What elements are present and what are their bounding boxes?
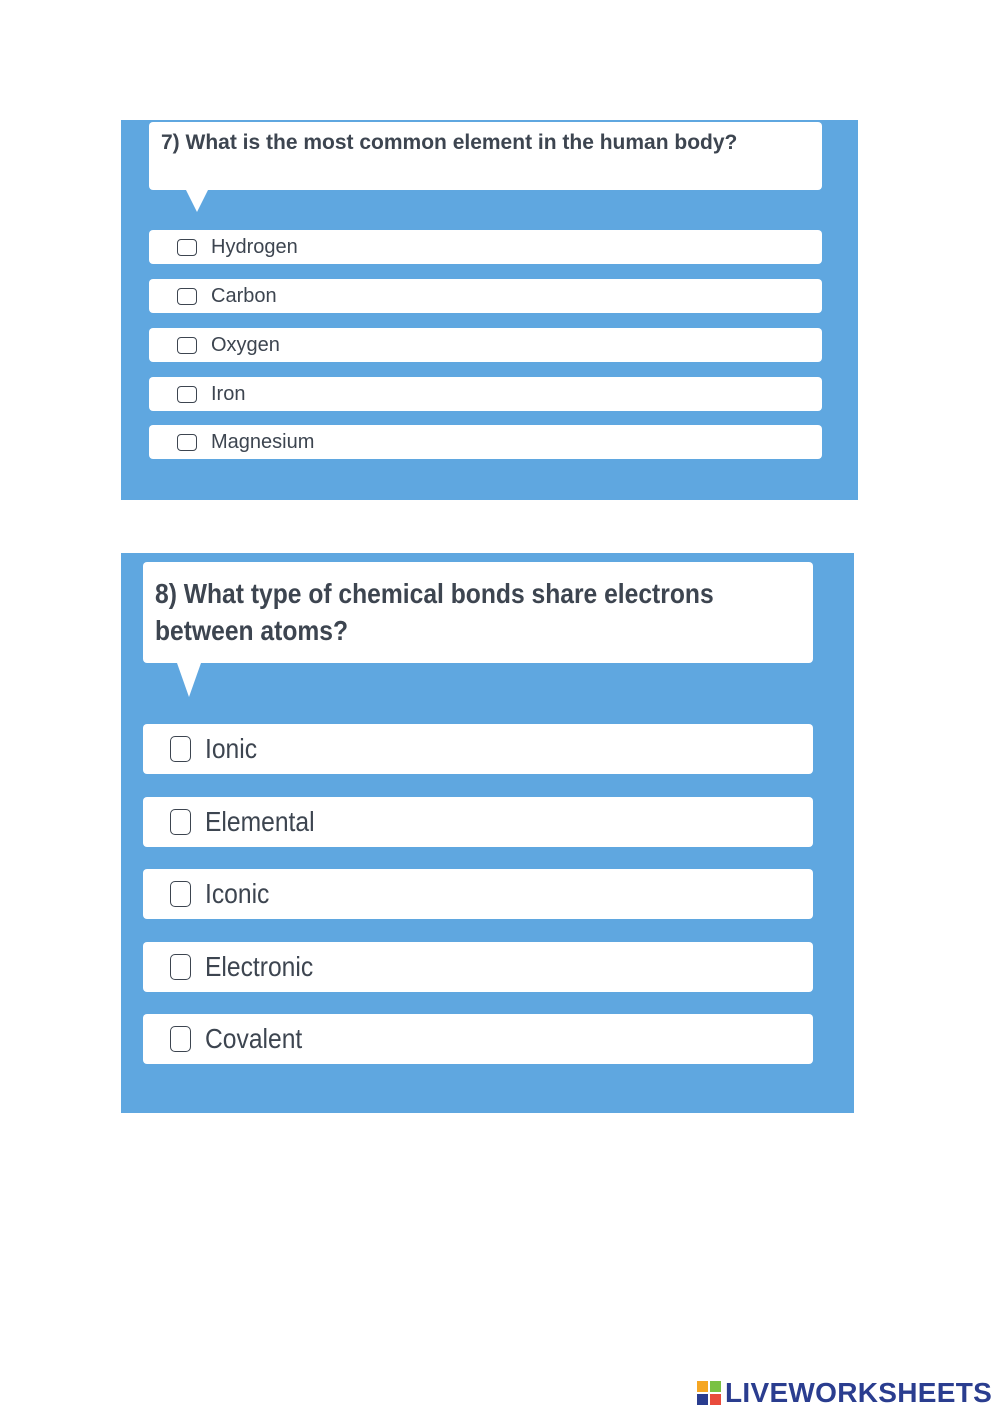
option-label: Hydrogen bbox=[211, 235, 298, 258]
option-elemental[interactable] bbox=[143, 797, 813, 847]
option-magnesium[interactable] bbox=[149, 425, 822, 459]
option-oxygen[interactable] bbox=[149, 328, 822, 362]
option-ionic[interactable] bbox=[143, 724, 813, 774]
option-carbon[interactable] bbox=[149, 279, 822, 313]
option-label: Magnesium bbox=[211, 430, 315, 453]
question-8-panel bbox=[121, 553, 854, 1113]
option-hydrogen[interactable] bbox=[149, 230, 822, 264]
logo-square-orange bbox=[697, 1381, 708, 1392]
option-label: Oxygen bbox=[211, 333, 280, 356]
speech-pointer bbox=[177, 663, 201, 697]
option-label: Elemental bbox=[205, 806, 315, 837]
option-label: Electronic bbox=[205, 951, 314, 982]
checkbox[interactable] bbox=[170, 1026, 191, 1052]
question-7-panel bbox=[121, 120, 858, 500]
checkbox[interactable] bbox=[170, 954, 191, 980]
option-covalent[interactable] bbox=[143, 1014, 813, 1064]
option-iron[interactable] bbox=[149, 377, 822, 411]
logo-text: LIVEWORKSHEETS bbox=[725, 1377, 993, 1408]
question-7-text: 7) What is the most common element in the human body? bbox=[149, 122, 822, 190]
liveworksheets-logo bbox=[697, 1378, 992, 1408]
logo-square-blue bbox=[697, 1394, 708, 1405]
checkbox[interactable] bbox=[177, 337, 197, 354]
question-8-text: 8) What type of chemical bonds share electrons between atoms? bbox=[155, 578, 714, 646]
checkbox[interactable] bbox=[170, 809, 191, 835]
option-label: Iron bbox=[211, 382, 246, 405]
checkbox[interactable] bbox=[177, 386, 197, 403]
option-iconic[interactable] bbox=[143, 869, 813, 919]
checkbox[interactable] bbox=[170, 736, 191, 762]
speech-pointer bbox=[186, 190, 208, 212]
option-label: Iconic bbox=[205, 878, 270, 909]
checkbox[interactable] bbox=[170, 881, 191, 907]
logo-square-green bbox=[710, 1381, 721, 1392]
option-label: Covalent bbox=[205, 1023, 303, 1054]
question-8-box bbox=[143, 562, 813, 663]
checkbox[interactable] bbox=[177, 288, 197, 305]
option-label: Ionic bbox=[205, 733, 258, 764]
option-label: Carbon bbox=[211, 284, 277, 307]
checkbox[interactable] bbox=[177, 239, 197, 256]
logo-mark-icon bbox=[697, 1381, 721, 1405]
checkbox[interactable] bbox=[177, 434, 197, 451]
option-electronic[interactable] bbox=[143, 942, 813, 992]
logo-square-red bbox=[710, 1394, 721, 1405]
